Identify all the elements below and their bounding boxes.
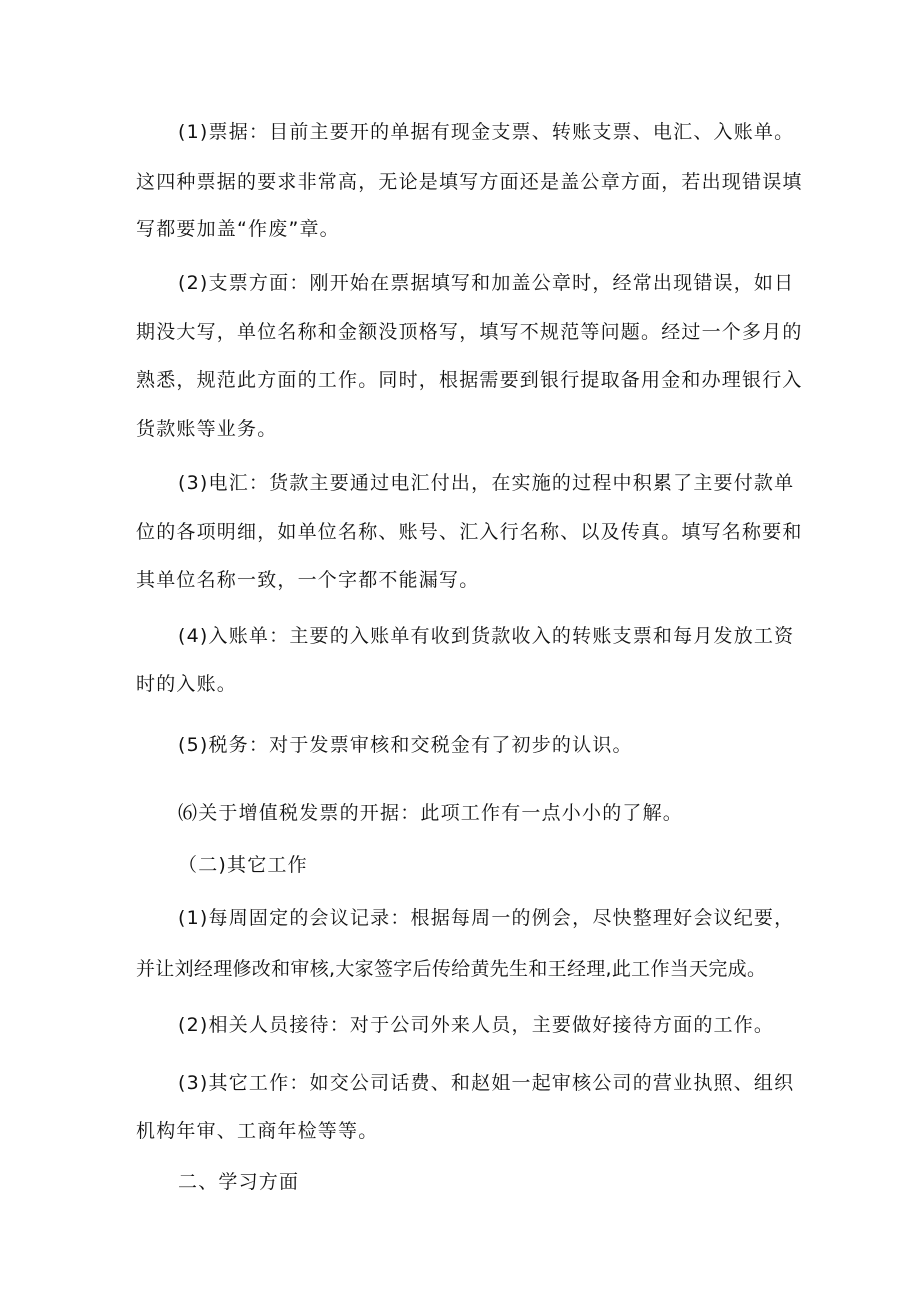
para-1-line-2: 这四种票据的要求非常高，无论是填写方面还是盖公章方面，若出现错误填: [136, 171, 803, 193]
para-4-line-2: 时的入账。: [136, 673, 238, 695]
para-6-line-1: ⑹关于增值税发票的开据：此项工作有一点小小的了解。: [178, 802, 684, 824]
para-2-line-4: 货款账等业务。: [136, 418, 278, 440]
para-7-line-2: 并让刘经理修改和审核,大家签字后传给黄先生和王经理,此工作当天完成。: [136, 958, 767, 980]
para-4-line-1: (4)入账单：主要的入账单有收到货款收入的转账支票和每月发放工资: [178, 625, 795, 647]
para-9-line-1: (3)其它工作：如交公司话费、和赵姐一起审核公司的营业执照、组织: [178, 1072, 795, 1094]
section-heading-learning: 二、学习方面: [178, 1171, 300, 1193]
para-2-line-1: (2)支票方面：刚开始在票据填写和加盖公章时，经常出现错误，如日: [178, 272, 795, 294]
para-8-line-1: (2)相关人员接待：对于公司外来人员，主要做好接待方面的工作。: [178, 1014, 775, 1036]
para-2-line-3: 熟悉，规范此方面的工作。同时，根据需要到银行提取备用金和办理银行入: [136, 369, 803, 391]
para-1-line-1: (1)票据：目前主要开的单据有现金支票、转账支票、电汇、入账单。: [178, 121, 795, 143]
para-3-line-2: 位的各项明细，如单位名称、账号、汇入行名称、以及传真。填写名称要和: [136, 521, 803, 543]
para-3-line-1: (3)电汇：货款主要通过电汇付出，在实施的过程中积累了主要付款单: [178, 472, 795, 494]
para-9-line-2: 机构年审、工商年检等等。: [136, 1120, 379, 1142]
para-5-line-1: (5)税务：对于发票审核和交税金有了初步的认识。: [178, 734, 633, 756]
para-2-line-2: 期没大写，单位名称和金额没顶格写，填写不规范等问题。经过一个多月的: [136, 321, 803, 343]
section-heading-other-work: （二)其它工作: [178, 854, 308, 876]
para-1-line-3: 写都要加盖“作废”章。: [136, 218, 340, 240]
para-7-line-1: (1)每周固定的会议记录：根据每周一的例会，尽快整理好会议纪要，: [178, 907, 795, 929]
para-3-line-3: 其单位名称一致，一个字都不能漏写。: [136, 569, 480, 591]
